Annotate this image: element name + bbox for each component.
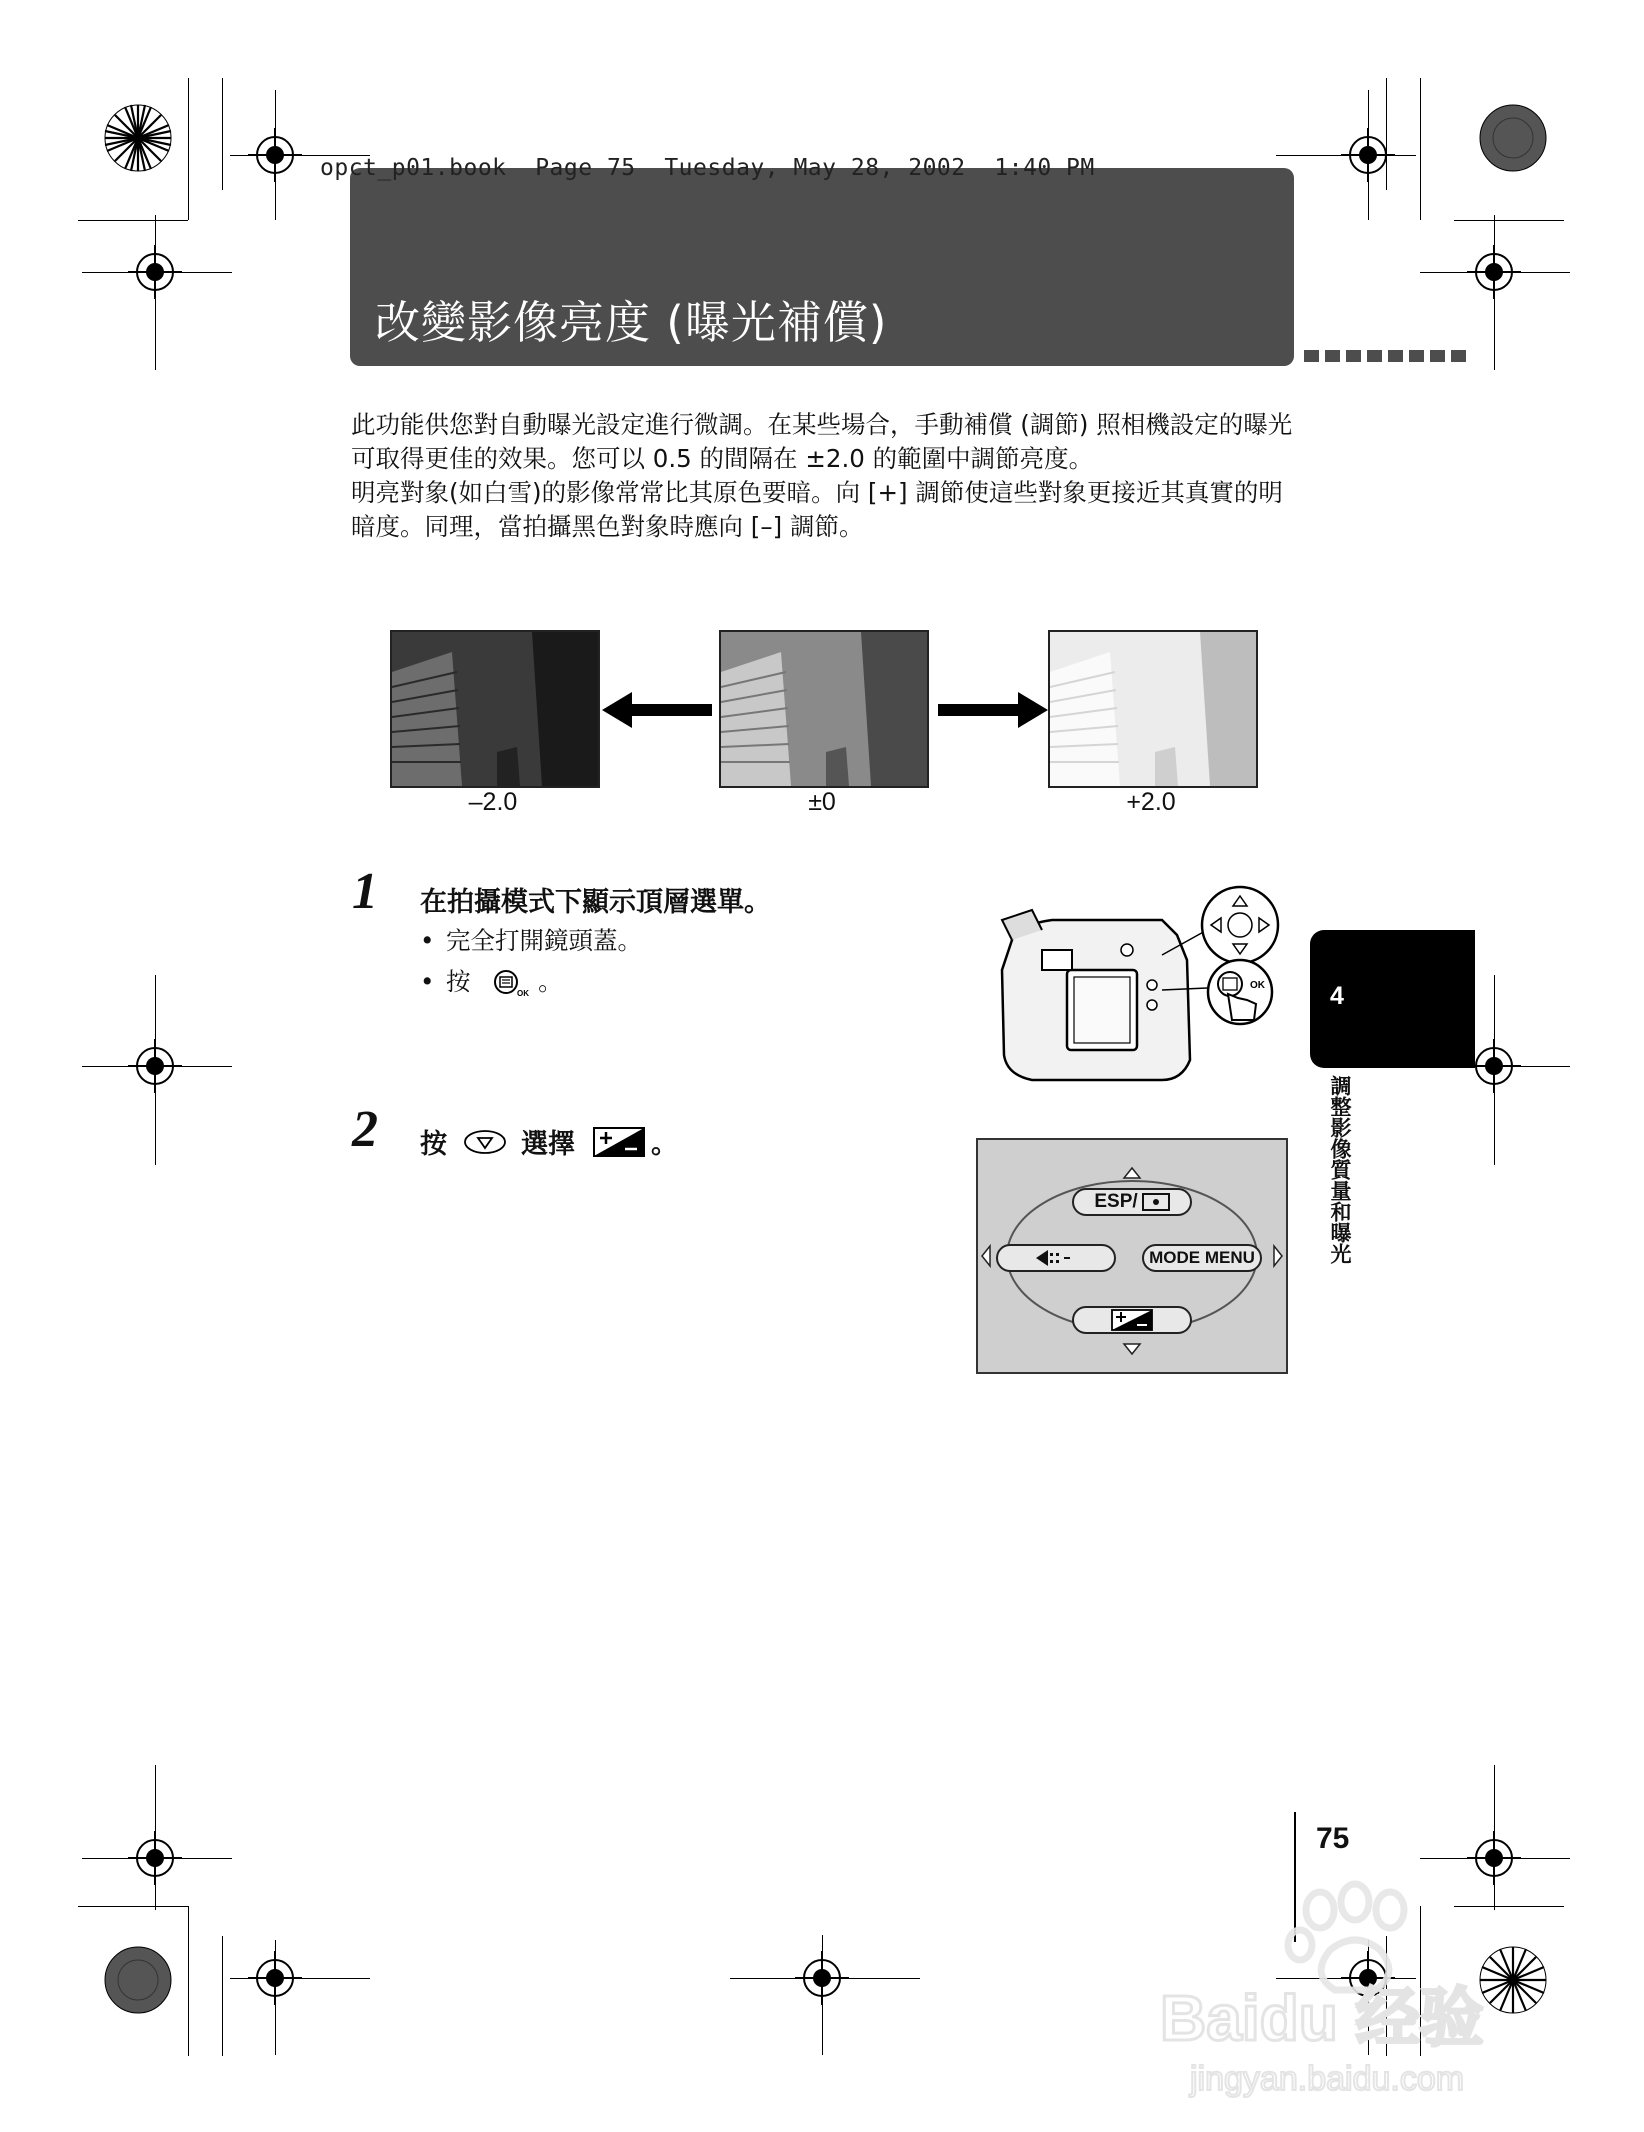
registration-mark-icon bbox=[1467, 1831, 1521, 1885]
title-decoration bbox=[1304, 350, 1466, 362]
example-photo-normal bbox=[719, 630, 929, 788]
intro-paragraph: 此功能供您對自動曝光設定進行微調。在某些場合，手動補償 (調節) 照相機設定的曝光可取得更佳的效果。您可以 0.5 的間隔在 ±2.0 的範圍中調節亮度。 bbox=[351, 410, 1293, 473]
intro-paragraph: 明亮對象(如白雪)的影像常常比其原色要暗。向 [+] 調節使這些對象更接近其真實的明暗度。同理，當拍攝黑色對象時應向 [–] 調節。 bbox=[351, 478, 1283, 541]
registration-mark-icon bbox=[1467, 245, 1521, 299]
page-title: 改變影像亮度 (曝光補償) bbox=[375, 296, 888, 349]
arrow-left-icon bbox=[602, 690, 712, 730]
ok-label: OK bbox=[1250, 980, 1265, 991]
menu-item-mode-menu[interactable]: MODE MENU bbox=[1142, 1244, 1262, 1272]
spot-metering-icon bbox=[1142, 1193, 1170, 1211]
chapter-title: 調整影像質量和曝光 bbox=[1328, 1075, 1352, 1264]
top-menu-screen bbox=[976, 1138, 1288, 1374]
step-bullet: • 按 OK 。 bbox=[420, 967, 563, 998]
color-target-icon bbox=[104, 104, 172, 172]
gray-target-icon bbox=[104, 1946, 172, 2014]
menu-item-exposure-compensation[interactable] bbox=[1072, 1306, 1192, 1334]
registration-mark-icon bbox=[1341, 128, 1395, 182]
image-quality-icon bbox=[1034, 1248, 1078, 1268]
ev-label-plus: +2.0 bbox=[1126, 788, 1176, 816]
ev-label-minus: –2.0 bbox=[468, 788, 518, 816]
svg-text:OK: OK bbox=[517, 989, 530, 998]
watermark-brand-text: Baidu 经验 bbox=[1160, 1982, 1484, 2054]
step-bullet: • 完全打開鏡頭蓋。 bbox=[420, 926, 642, 955]
intro-text bbox=[351, 408, 1301, 544]
menu-item-esp[interactable]: ESP/ bbox=[1072, 1188, 1192, 1216]
registration-mark-icon bbox=[128, 1831, 182, 1885]
camera-illustration bbox=[992, 880, 1292, 1090]
down-arrow-button-icon bbox=[463, 1128, 507, 1156]
arrow-right-icon bbox=[938, 690, 1048, 730]
registration-mark-icon bbox=[128, 245, 182, 299]
page-number: 75 bbox=[1316, 1822, 1350, 1855]
step-number: 1 bbox=[352, 863, 378, 920]
file-stamp: opct_p01.book Page 75 Tuesday, May 28, 2002 1:40 PM bbox=[320, 155, 1095, 181]
exposure-compensation-icon bbox=[593, 1127, 645, 1157]
registration-mark-icon bbox=[248, 1951, 302, 2005]
step-number: 2 bbox=[352, 1101, 378, 1158]
menu-item-image-quality[interactable] bbox=[996, 1244, 1116, 1272]
registration-mark-icon bbox=[128, 1039, 182, 1093]
example-photo-dark bbox=[390, 630, 600, 788]
gray-target-icon bbox=[1479, 104, 1547, 172]
registration-mark-icon bbox=[248, 128, 302, 182]
example-photo-bright bbox=[1048, 630, 1258, 788]
baidu-watermark-logo bbox=[1150, 1880, 1570, 2100]
ev-label-zero: ±0 bbox=[808, 788, 836, 816]
step-instruction: 按 選擇 。 bbox=[420, 1122, 678, 1161]
exposure-compensation-icon bbox=[1111, 1309, 1153, 1331]
step-title: 在拍攝模式下顯示頂層選單。 bbox=[420, 887, 771, 918]
registration-mark-icon bbox=[795, 1951, 849, 2005]
registration-mark-icon bbox=[1467, 1039, 1521, 1093]
chapter-number: 4 bbox=[1330, 982, 1344, 1010]
watermark-url-text: jingyan.baidu.com bbox=[1190, 2060, 1465, 2098]
menu-ok-button-icon bbox=[492, 968, 530, 998]
